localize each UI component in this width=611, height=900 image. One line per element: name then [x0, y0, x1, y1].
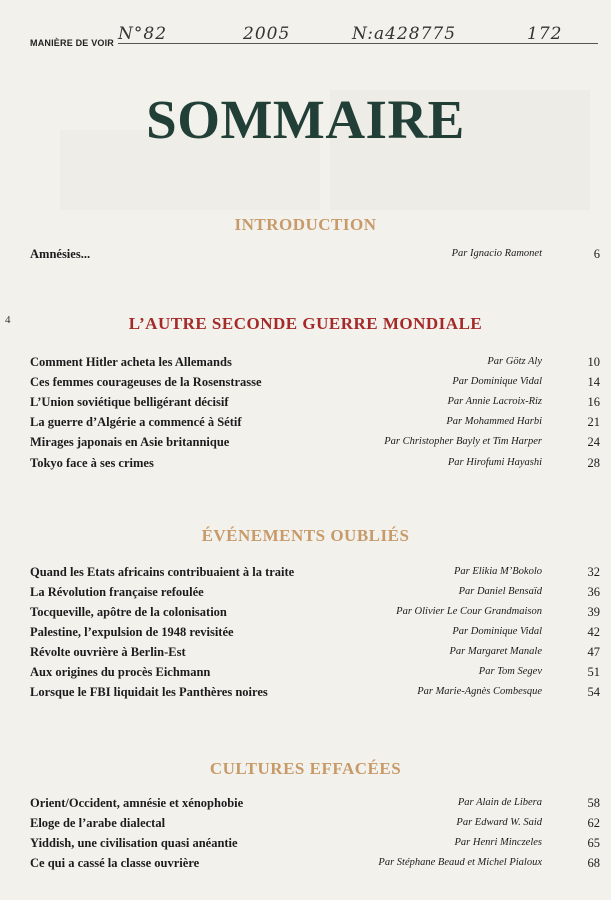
toc-entry[interactable] — [30, 796, 600, 814]
toc-entry[interactable] — [30, 625, 600, 643]
toc-entry[interactable] — [30, 375, 600, 393]
margin-mark: 4 — [5, 314, 11, 326]
entry-page: 51 — [587, 665, 600, 679]
toc-entry[interactable] — [30, 685, 600, 703]
entry-page: 58 — [587, 796, 600, 810]
entry-title: Eloge de l’arabe dialectal — [30, 816, 166, 830]
toc-entry[interactable] — [30, 456, 600, 474]
entry-page: 24 — [587, 435, 600, 449]
section-title-autre-seconde-guerre: L’AUTRE SECONDE GUERRE MONDIALE — [128, 314, 483, 333]
toc-entry[interactable] — [30, 585, 600, 603]
toc-entry[interactable] — [30, 395, 600, 413]
entry-page: 32 — [587, 565, 600, 579]
entry-title: La Révolution française refoulée — [30, 585, 204, 599]
entry-page: 16 — [587, 395, 600, 409]
entry-title: Tokyo face à ses crimes — [30, 456, 154, 470]
handwritten-code: 172 — [527, 24, 563, 44]
toc-entry[interactable] — [30, 836, 600, 854]
entry-title: Aux origines du procès Eichmann — [30, 665, 211, 679]
entry-page: 54 — [587, 685, 600, 699]
toc-entry[interactable] — [30, 816, 600, 834]
entry-author: Par Daniel Bensaïd — [458, 586, 542, 597]
entry-author: Par Margaret Manale — [449, 646, 542, 657]
entry-author: Par Stéphane Beaud et Michel Pialoux — [378, 857, 542, 868]
entry-page: 36 — [587, 585, 600, 599]
entry-author: Par Dominique Vidal — [452, 626, 542, 637]
entry-title: Amnésies... — [30, 247, 91, 261]
entry-title: Mirages japonais en Asie britannique — [30, 435, 230, 449]
entry-title: Comment Hitler acheta les Allemands — [30, 355, 232, 369]
entry-author: Par Ignacio Ramonet — [451, 248, 542, 259]
entry-author: Par Marie-Agnès Combesque — [417, 686, 542, 697]
entry-page: 10 — [587, 355, 600, 369]
entry-title: Révolte ouvrière à Berlin-Est — [30, 645, 186, 659]
entry-page: 47 — [587, 645, 600, 659]
toc-entry[interactable] — [30, 645, 600, 663]
entry-title: Orient/Occident, amnésie et xénophobie — [30, 796, 244, 810]
entry-author: Par Annie Lacroix-Riz — [447, 396, 542, 407]
handwritten-year: 2005 — [243, 24, 291, 44]
entry-page: 6 — [593, 247, 600, 261]
section-title-cultures-effacees: CULTURES EFFACÉES — [209, 759, 402, 778]
entry-page: 39 — [587, 605, 600, 619]
entry-page: 62 — [587, 816, 600, 830]
entry-author: Par Hirofumi Hayashi — [447, 457, 542, 468]
entry-title: L’Union soviétique belligérant décisif — [30, 395, 229, 409]
entry-page: 65 — [587, 836, 600, 850]
entry-author: Par Alain de Libera — [457, 797, 542, 808]
toc-entry[interactable] — [30, 355, 600, 373]
entry-title: La guerre d’Algérie a commencé à Sétif — [30, 415, 242, 429]
toc-entry[interactable] — [30, 435, 600, 453]
entry-author: Par Tom Segev — [478, 666, 542, 677]
toc-entry[interactable] — [30, 665, 600, 683]
entry-author: Par Christopher Bayly et Tim Harper — [384, 436, 542, 447]
entry-title: Ces femmes courageuses de la Rosenstrasse — [30, 375, 262, 389]
entry-author: Par Dominique Vidal — [452, 376, 542, 387]
toc-entry[interactable] — [30, 605, 600, 623]
entry-page: 42 — [587, 625, 600, 639]
entry-title: Tocqueville, apôtre de la colonisation — [30, 605, 227, 619]
entry-title: Lorsque le FBI liquidait les Panthères noires — [30, 685, 268, 699]
entry-author: Par Olivier Le Cour Grandmaison — [396, 606, 542, 617]
toc-entry[interactable] — [30, 856, 600, 874]
handwritten-reference: N:a428775 — [352, 24, 457, 44]
entry-page: 68 — [587, 856, 600, 870]
entry-title: Quand les Etats africains contribuaient à la traite — [30, 565, 295, 579]
entry-title: Palestine, l’expulsion de 1948 revisitée — [30, 625, 234, 639]
publication-name: MANIÈRE DE VOIR — [30, 38, 115, 48]
entry-author: Par Henri Minczeles — [454, 837, 542, 848]
entry-title: Yiddish, une civilisation quasi anéantie — [30, 836, 238, 850]
entry-title: Ce qui a cassé la classe ouvrière — [30, 856, 200, 870]
entry-author: Par Götz Aly — [487, 356, 542, 367]
section-title-evenements-oublies: ÉVÉNEMENTS OUBLIÉS — [201, 526, 410, 545]
handwritten-issue-number: N°82 — [118, 24, 168, 44]
toc-entry[interactable] — [30, 415, 600, 433]
toc-entry[interactable] — [30, 247, 600, 265]
toc-entry[interactable] — [30, 565, 600, 583]
entry-page: 14 — [587, 375, 600, 389]
page-title: SOMMAIRE — [146, 89, 465, 150]
entry-page: 21 — [587, 415, 600, 429]
entry-author: Par Mohammed Harbi — [446, 416, 542, 427]
entry-page: 28 — [587, 456, 600, 470]
section-title-introduction: INTRODUCTION — [234, 215, 377, 234]
entry-author: Par Edward W. Said — [456, 817, 542, 828]
entry-author: Par Elikia M’Bokolo — [453, 566, 542, 577]
